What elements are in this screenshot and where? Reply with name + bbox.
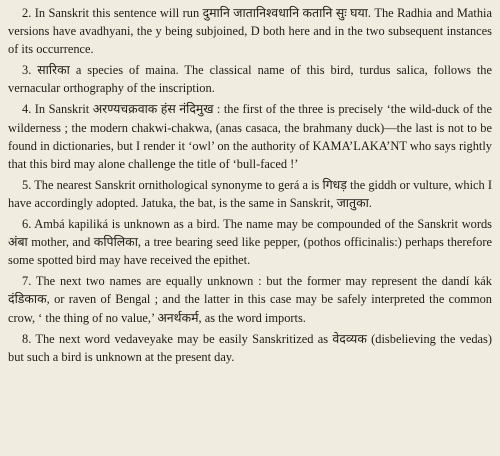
footnote-number: 4.: [22, 102, 32, 117]
footnote-number: 5.: [22, 177, 32, 192]
footnote-number: 6.: [22, 217, 32, 232]
footnote-3: [8, 61, 492, 97]
footnote-text: In Sanskrit this sentence will run दुमानि जातानिश्वधानि कतानि सुः घया. The Radhia and Mathia versions have avadhyani, the y being subjoined, D both here and in the two subsequent instances of its occurrence.: [8, 6, 492, 57]
footnote-text: The next two names are equally unknown : but the former may represent the dandí kák दंडिकाक, or raven of Bengal ; and the latter in this case may be safely interpreted the common crow, ‘ the thing of no value,’ अनर्थकर्म, as the word imports.: [8, 274, 493, 325]
footnote-text: The next word vedaveyake may be easily Sanskritized as वेदव्यक (disbelieving the vedas) but such a bird is unknown at the present day.: [8, 331, 492, 364]
footnote-text: In Sanskrit अरण्यचक्रवाक हंस नंदिमुख : the first of the three is precisely ‘the wild-duck of the wilderness ; the modern chakwi-chakwa, (anas casaca, the brahmany duck)—the last is not to be found in dictionaries, but I render it ‘owl’ on the authority of KAMA’LAKA’NT who says rightly that this bird may alone challenge the title of ‘bull-faced !’: [8, 102, 492, 171]
footnote-number: 7.: [22, 274, 32, 289]
footnote-text: सारिका a species of maina. The classical name of this bird, turdus salica, follows the vernacular orthography of the inscription.: [8, 63, 492, 96]
footnote-8: [8, 330, 492, 366]
footnote-5: [8, 176, 492, 212]
footnote-2: [8, 4, 492, 58]
footnote-text: Ambá kapiliká is unknown as a bird. The name may be compounded of the Sanskrit words अंबा mother, and कपिलिका, a tree bearing seed like pepper, (pothos officinalis:) perhaps therefore some spotted bird may have received the epithet.: [8, 217, 492, 268]
footnote-7: [8, 272, 492, 326]
footnote-6: [8, 215, 492, 269]
footnote-number: 2.: [22, 6, 32, 20]
footnote-4: [8, 100, 492, 172]
footnote-text: The nearest Sanskrit ornithological synonyme to gerá a is गिधड़ the giddh or vulture, which I have accordingly adopted. Jatuka, the bat, is the same in Sanskrit, जातुका.: [8, 177, 492, 210]
footnote-number: 3.: [22, 63, 32, 78]
footnote-number: 8.: [22, 331, 32, 346]
